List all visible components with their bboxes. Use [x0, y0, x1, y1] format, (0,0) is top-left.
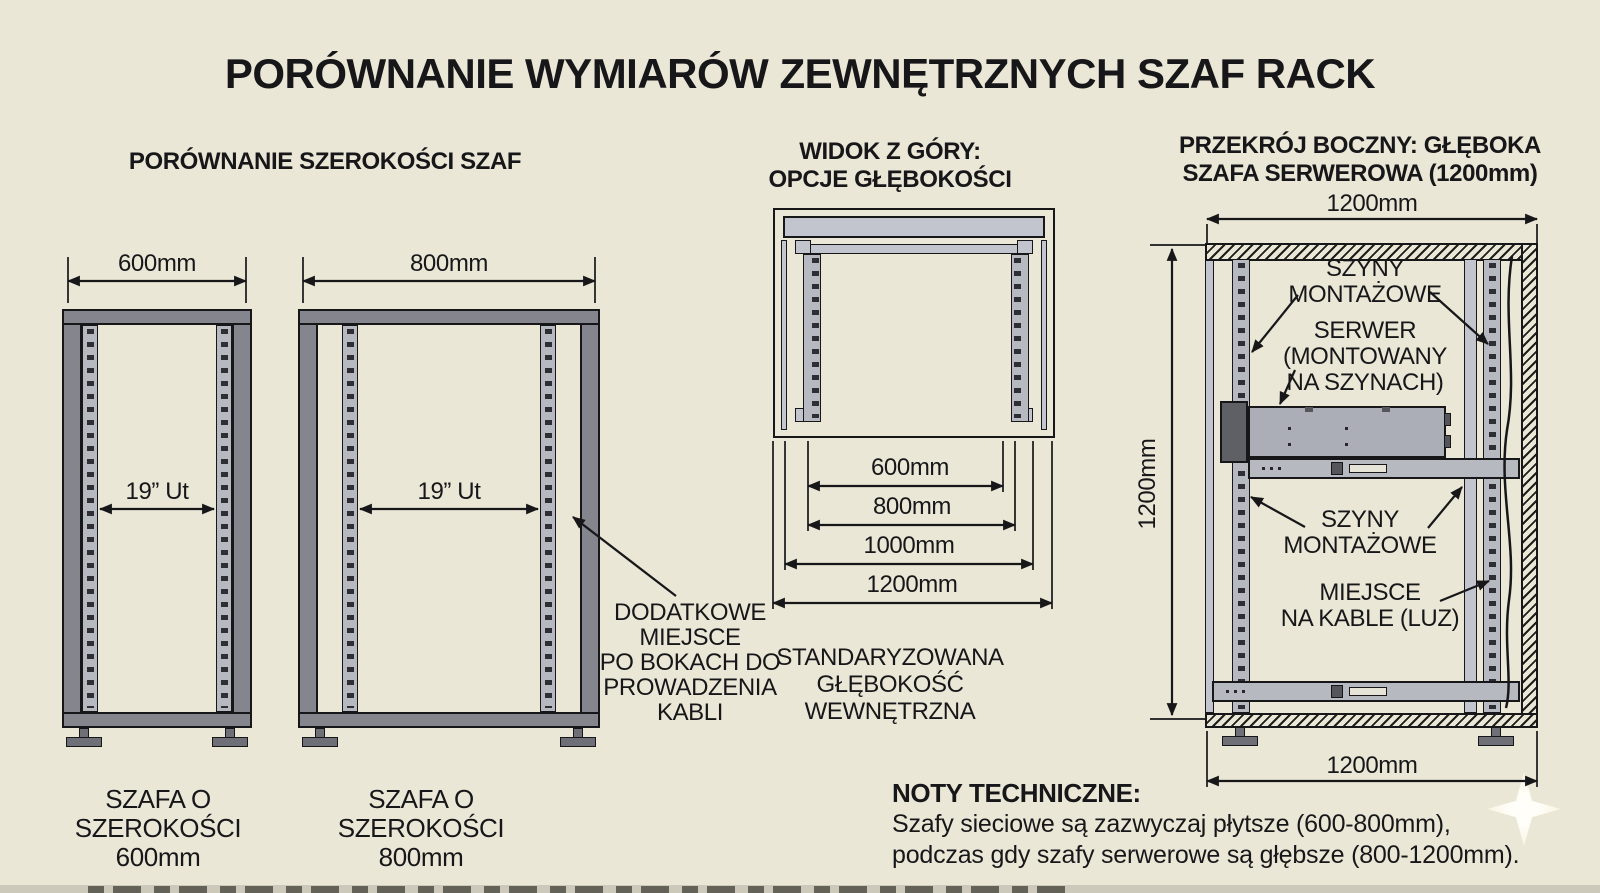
bottom-cropped-strip — [0, 885, 1600, 893]
server-label-line2: (MONTOWANY — [1283, 343, 1447, 370]
dim-label-800mm-width: 800mm — [409, 250, 489, 277]
dim-label-19ut-rack600: 19” Ut — [125, 478, 189, 505]
server-rear-tab — [1444, 435, 1451, 448]
rail-holes — [1238, 263, 1245, 709]
annotation-line: MIEJSCE — [639, 624, 741, 651]
foot-base — [212, 737, 248, 747]
side-heading-line1: PRZEKRÓJ BOCZNY: GŁĘBOKA — [1179, 132, 1541, 159]
telescopic-rail-lower-dots — [1226, 690, 1229, 693]
annotation-line: DODATKOWE — [614, 599, 766, 626]
depth-label-800mm: 800mm — [872, 493, 952, 520]
rack-600-left-frame — [62, 323, 82, 714]
side-dim-height-label: 1200mm — [1134, 438, 1161, 530]
top-view-bracket — [1017, 240, 1033, 254]
rack-800-caption — [296, 785, 546, 872]
rail-holes — [347, 329, 354, 708]
cabinet-bottom-panel-hatched — [1205, 713, 1538, 728]
notes-heading: NOTY TECHNICZNE: — [892, 778, 1141, 808]
dim-label-19ut-rack800: 19” Ut — [417, 478, 481, 505]
label-server-on-rails — [1280, 318, 1450, 396]
rack-800-caption-line1: SZAFA O SZEROKOŚCI — [337, 784, 505, 843]
foot-base — [1222, 736, 1258, 746]
foot-base — [302, 737, 338, 747]
rack-600-foot-left — [66, 728, 102, 748]
rack-800-base-bar — [298, 712, 600, 728]
notes-line2: podczas gdy szafy serwerowe są głębsze (800-1200mm). — [892, 841, 1520, 869]
annotation-line: PROWADZENIA — [603, 674, 777, 701]
foot-base — [560, 737, 596, 747]
top-view-bracket — [795, 240, 811, 254]
rail-holes — [545, 329, 552, 708]
rack-600-caption-line2: 600mm — [115, 842, 201, 872]
depth-label-1200mm: 1200mm — [866, 571, 958, 598]
rail-holes — [221, 329, 228, 708]
server-screw-dots — [1288, 427, 1291, 430]
rack-800-left-mounting-rail — [342, 325, 358, 712]
side-dim-bottom-label: 1200mm — [1326, 752, 1418, 779]
top-view-right-wall — [1041, 240, 1047, 430]
rail-holes — [1489, 263, 1496, 709]
telescopic-rail-lower-latch — [1331, 685, 1343, 698]
depth-label-600mm: 600mm — [870, 454, 950, 481]
cables-line2: NA KABLE (LUZ) — [1280, 605, 1460, 632]
rack-800-foot-right — [560, 728, 596, 748]
telescopic-rail-upper-dots — [1262, 467, 1265, 470]
label-mounting-rails-top — [1280, 256, 1450, 308]
rack-600-base-bar — [62, 712, 252, 728]
foot-base — [1478, 736, 1514, 746]
top-view-caption-line2: GŁĘBOKOŚĆ WEWNĘTRZNA — [804, 671, 976, 725]
rack-800-front-view — [298, 309, 600, 728]
cabinet-front-frame — [1205, 243, 1214, 713]
cable-slack-curve — [1505, 256, 1512, 708]
server-label-line1: SERWER — [1313, 317, 1417, 344]
label-cable-space — [1270, 580, 1470, 632]
server-body — [1248, 406, 1446, 458]
rack-600-right-frame — [232, 323, 252, 714]
side-dim-top-label: 1200mm — [1326, 190, 1418, 217]
section-heading-top-view — [740, 138, 1040, 194]
top-view-cross-member — [805, 244, 1023, 254]
label-mounting-rails-bottom — [1275, 507, 1445, 559]
rail-holes — [1014, 258, 1021, 418]
dim-label-600mm-width: 600mm — [117, 250, 197, 277]
rack-600-foot-right — [212, 728, 248, 748]
cabinet-rear-panel-hatched — [1521, 243, 1538, 728]
rack-800-top-bar — [298, 309, 600, 325]
top-view-heading-line1: WIDOK Z GÓRY: — [799, 138, 981, 165]
telescopic-rail-upper-latch — [1331, 462, 1343, 475]
cabinet-rear-mounting-rail — [1483, 259, 1501, 713]
rack-600-right-mounting-rail — [216, 325, 232, 712]
server-rear-tab — [1444, 413, 1451, 426]
side-heading-line2: SZAFA SERWEROWA (1200mm) — [1182, 160, 1538, 187]
rail-holes — [812, 258, 819, 418]
telescopic-rail-lower-slot — [1349, 687, 1387, 696]
rack-600-left-mounting-rail — [82, 325, 98, 712]
cabinet-rear-frame — [1464, 259, 1477, 713]
rails-bottom-line2: MONTAŻOWE — [1283, 532, 1437, 559]
annotation-line: KABLI — [656, 699, 724, 726]
top-view-front-panel — [783, 216, 1045, 238]
server-top-clip — [1382, 407, 1390, 412]
rack-800-right-mounting-rail — [540, 325, 556, 712]
top-view-right-rail — [1011, 254, 1029, 422]
rails-top-line1: SZYNY — [1325, 255, 1405, 282]
rails-top-line2: MONTAŻOWE — [1288, 281, 1442, 308]
top-view-left-wall — [781, 240, 787, 430]
cables-line1: MIEJSCE — [1319, 579, 1421, 606]
cabinet-front-mounting-rail — [1232, 259, 1250, 713]
top-view-caption — [740, 644, 1040, 725]
server-top-clip — [1305, 407, 1313, 412]
technical-notes — [892, 778, 1532, 871]
bottom-cropped-glyphs — [88, 886, 1078, 893]
section-heading-side-section — [1150, 132, 1570, 188]
rails-bottom-line1: SZYNY — [1320, 506, 1400, 533]
server-label-line3: NA SZYNACH) — [1286, 369, 1444, 396]
depth-label-1000mm: 1000mm — [863, 532, 955, 559]
rack-800-left-frame — [298, 323, 318, 714]
top-view-drawing — [773, 208, 1055, 438]
server-front-bezel — [1220, 401, 1248, 463]
rack-600-top-bar — [62, 309, 252, 325]
foot-base — [66, 737, 102, 747]
top-view-heading-line2: OPCJE GŁĘBOKOŚCI — [768, 166, 1012, 193]
cabinet-foot-rear — [1478, 727, 1514, 747]
page-title: PORÓWNANIE WYMIARÓW ZEWNĘTRZNYCH SZAF RACK — [224, 50, 1376, 97]
rack-600-caption-line1: SZAFA O SZEROKOŚCI — [74, 784, 242, 843]
section-heading-width-comparison: PORÓWNANIE SZEROKOŚCI SZAF — [128, 148, 522, 175]
telescopic-rail-upper-slot — [1349, 464, 1387, 473]
cabinet-foot-front — [1222, 727, 1258, 747]
rack-800-caption-line2: 800mm — [378, 842, 464, 872]
annotation-line: PO BOKACH DO — [599, 649, 781, 676]
top-view-caption-line1: STANDARYZOWANA — [776, 644, 1004, 671]
rack-600-caption — [33, 785, 283, 872]
notes-line1: Szafy sieciowe są zazwyczaj płytsze (600-800mm), — [892, 810, 1451, 838]
rack-800-foot-left — [302, 728, 338, 748]
rail-holes — [87, 329, 94, 708]
rack-600-front-view — [62, 309, 252, 728]
top-view-left-rail — [803, 254, 821, 422]
